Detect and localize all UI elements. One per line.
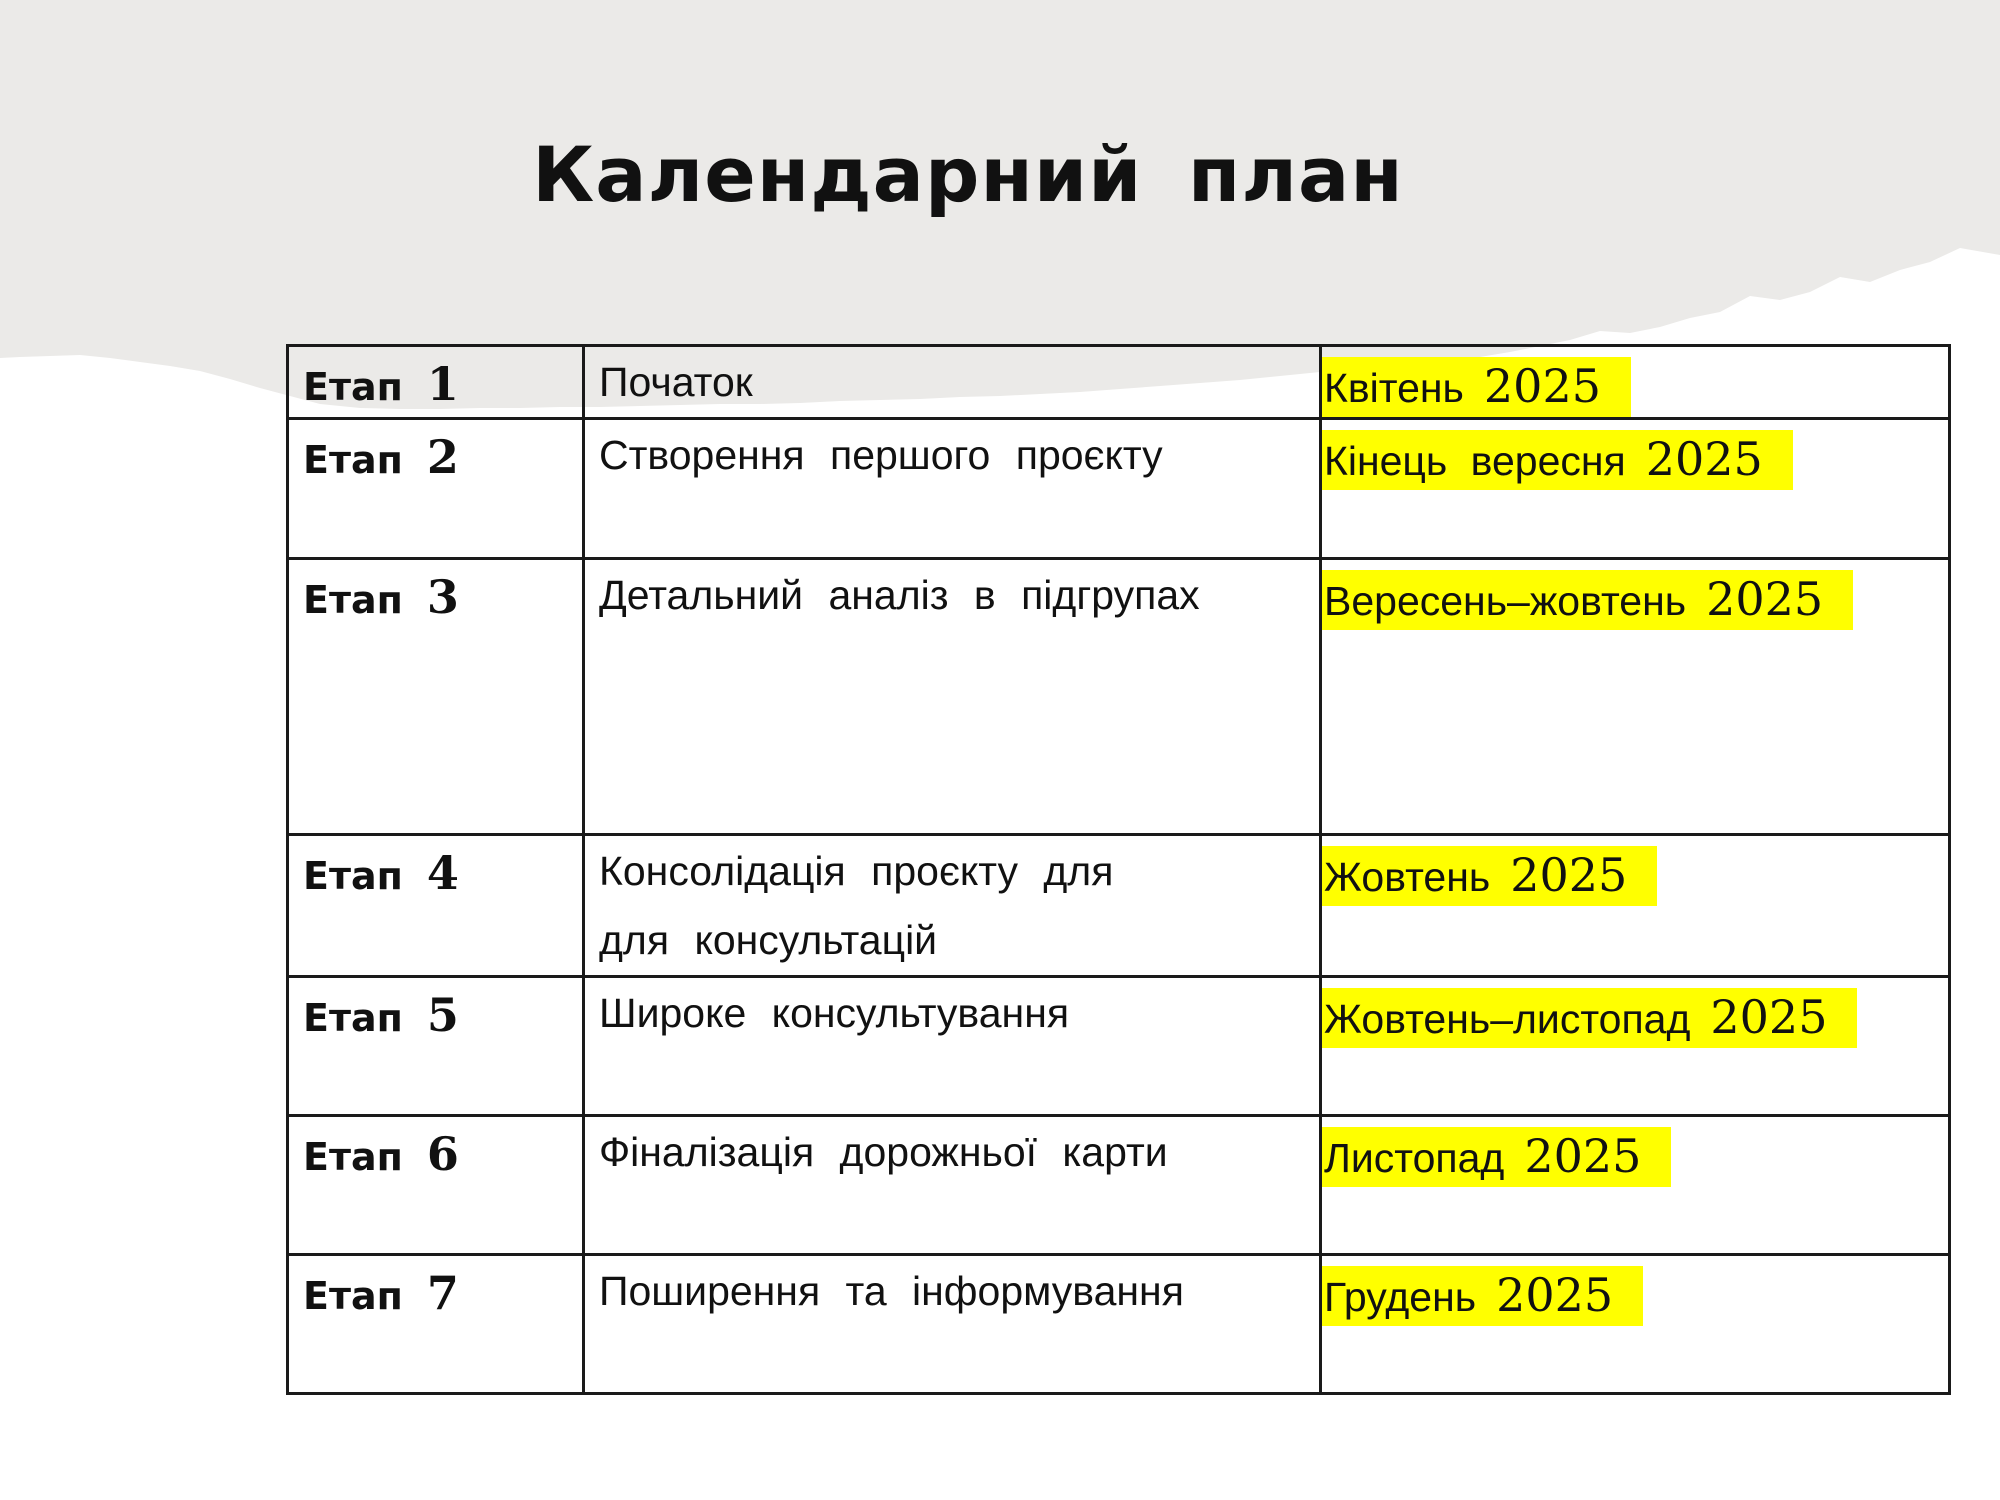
- stage-description: Фіналізація дорожньої карти: [599, 1129, 1168, 1175]
- calendar-plan-table: [286, 344, 1951, 1395]
- stage-label: Етап: [303, 365, 403, 409]
- table-row: [288, 977, 1950, 1116]
- stage-label: Етап: [303, 854, 403, 898]
- date-text: Квітень: [1324, 365, 1464, 411]
- description-cell: [584, 559, 1321, 835]
- stage-description: Поширення та інформування: [599, 1268, 1184, 1314]
- date-cell: [1321, 346, 1950, 419]
- date-text: Вересень–жовтень: [1324, 578, 1687, 624]
- stage-number: 4: [426, 846, 459, 900]
- date-year: 2025: [1510, 848, 1628, 902]
- date-text: Кінець вересня: [1324, 438, 1626, 484]
- date-cell: [1321, 419, 1950, 559]
- date-text: Грудень: [1324, 1274, 1477, 1320]
- date-cell: [1321, 835, 1950, 977]
- stage-label: Етап: [303, 578, 403, 622]
- highlighted-date: [1322, 570, 1853, 630]
- stage-description: Детальний аналіз в підгрупах: [599, 572, 1200, 618]
- stage-cell: [288, 1116, 584, 1255]
- stage-description: Початок: [599, 359, 753, 405]
- table-row: [288, 1116, 1950, 1255]
- description-cell: [584, 1116, 1321, 1255]
- stage-cell: [288, 1255, 584, 1394]
- stage-cell: [288, 559, 584, 835]
- stage-description: Консолідація проєкту для для консультацій: [599, 848, 1114, 963]
- date-year: 2025: [1483, 359, 1601, 413]
- date-year: 2025: [1710, 990, 1828, 1044]
- stage-number: 6: [426, 1127, 459, 1181]
- stage-label: Етап: [303, 1274, 403, 1318]
- date-cell: [1321, 559, 1950, 835]
- stage-cell: [288, 835, 584, 977]
- date-cell: [1321, 1116, 1950, 1255]
- highlighted-date: [1322, 1127, 1671, 1187]
- date-cell: [1321, 1255, 1950, 1394]
- stage-number: 5: [426, 988, 459, 1042]
- stage-number: 1: [426, 357, 459, 411]
- date-year: 2025: [1524, 1129, 1642, 1183]
- stage-description: Створення першого проєкту: [599, 432, 1163, 478]
- date-text: Листопад: [1324, 1135, 1505, 1181]
- highlighted-date: [1322, 1266, 1643, 1326]
- stage-label: Етап: [303, 996, 403, 1040]
- date-text: Жовтень: [1324, 854, 1491, 900]
- stage-cell: [288, 977, 584, 1116]
- table-row: [288, 1255, 1950, 1394]
- stage-description: Широке консультування: [599, 990, 1070, 1036]
- date-year: 2025: [1496, 1268, 1614, 1322]
- highlighted-date: [1322, 846, 1657, 906]
- description-cell: [584, 419, 1321, 559]
- date-year: 2025: [1706, 572, 1824, 626]
- date-text: Жовтень–листопад: [1324, 996, 1691, 1042]
- stage-label: Етап: [303, 1135, 403, 1179]
- date-cell: [1321, 977, 1950, 1116]
- highlighted-date: [1322, 988, 1857, 1048]
- stage-label: Етап: [303, 438, 403, 482]
- table-row: [288, 835, 1950, 977]
- stage-cell: [288, 346, 584, 419]
- stage-number: 7: [426, 1266, 459, 1320]
- table-row: [288, 346, 1950, 419]
- description-cell: [584, 977, 1321, 1116]
- description-cell: [584, 835, 1321, 977]
- page-title: Календарний план: [532, 130, 1404, 219]
- description-cell: [584, 346, 1321, 419]
- highlighted-date: [1322, 357, 1631, 417]
- stage-cell: [288, 419, 584, 559]
- stage-number: 3: [426, 570, 459, 624]
- table-row: [288, 559, 1950, 835]
- stage-number: 2: [426, 430, 459, 484]
- highlighted-date: [1322, 430, 1793, 490]
- table-row: [288, 419, 1950, 559]
- description-cell: [584, 1255, 1321, 1394]
- date-year: 2025: [1645, 432, 1763, 486]
